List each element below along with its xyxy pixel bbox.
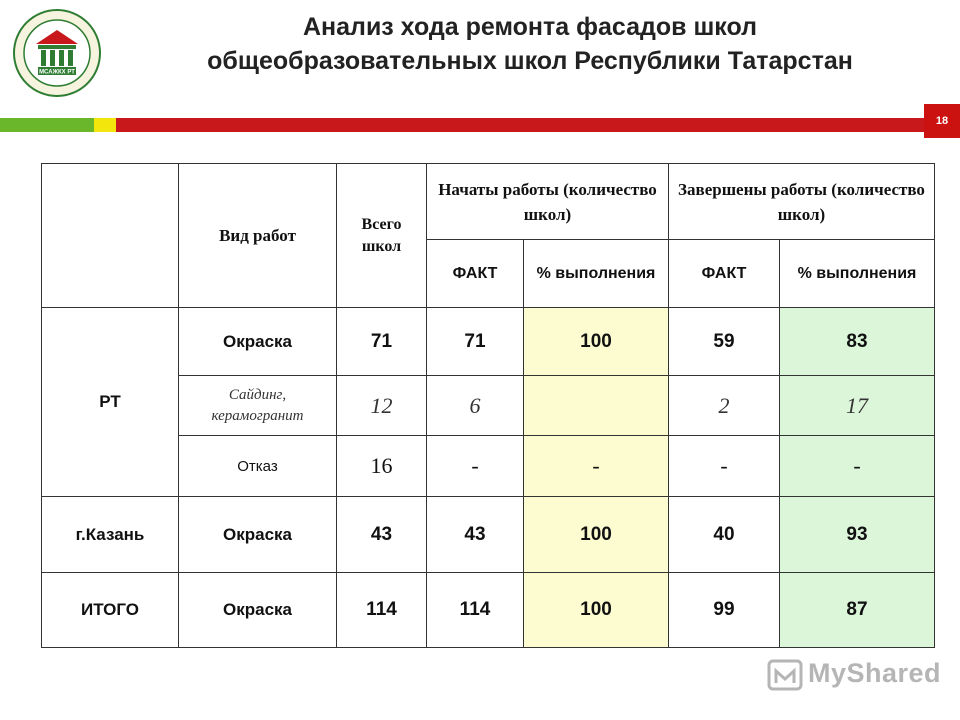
ministry-logo [12,8,102,98]
stripe-red [116,118,924,132]
work-type-cell: Окраска [179,573,337,648]
repair-table [41,163,935,648]
started-pct-cell: - [524,436,669,497]
table-row [42,308,935,376]
completed-fact-cell: 2 [669,376,780,436]
header-completed-pct: % выполнения [780,240,935,308]
completed-pct-cell: - [780,436,935,497]
header-started-fact: ФАКТ [427,240,524,308]
page-number: 18 [924,104,960,138]
completed-fact-cell: - [669,436,780,497]
completed-pct-cell: 93 [780,497,935,573]
header-started-pct: % выполнения [524,240,669,308]
region-cell: г.Казань [42,497,179,573]
started-fact-cell: 43 [427,497,524,573]
completed-fact-cell: 59 [669,308,780,376]
started-pct-cell: 100 [524,497,669,573]
stripe-green [0,118,94,132]
page-title [110,10,950,78]
table-row [42,573,935,648]
watermark-text: MyShared [808,658,942,688]
work-type-cell: Отказ [179,436,337,497]
region-cell: РТ [42,308,179,497]
completed-pct-cell: 83 [780,308,935,376]
started-fact-cell: 6 [427,376,524,436]
header-completed-fact: ФАКТ [669,240,780,308]
total-cell: 43 [337,497,427,573]
header-work-type: Вид работ [179,164,337,308]
logo-text: МСАЖКХ РТ [39,69,75,76]
started-pct-cell: 100 [524,573,669,648]
total-cell: 71 [337,308,427,376]
region-cell: ИТОГО [42,573,179,648]
work-type-cell: Сайдинг, керамогранит [179,376,337,436]
total-cell: 114 [337,573,427,648]
work-type-cell: Окраска [179,497,337,573]
header-completed: Завершены работы (количество школ) [669,164,935,240]
completed-pct-cell: 87 [780,573,935,648]
title-line-2: общеобразовательных школ Республики Татарстан [207,47,853,75]
header-total: Всего школ [337,164,427,308]
completed-fact-cell: 40 [669,497,780,573]
started-pct-cell: 100 [524,308,669,376]
work-type-cell: Окраска [179,308,337,376]
started-fact-cell: 71 [427,308,524,376]
started-fact-cell: 114 [427,573,524,648]
table-row [42,497,935,573]
empty-header-cell [42,164,179,308]
completed-pct-cell: 17 [780,376,935,436]
header-started: Начаты работы (количество школ) [427,164,669,240]
total-cell: 16 [337,436,427,497]
total-cell: 12 [337,376,427,436]
stripe-yellow [94,118,116,132]
started-fact-cell: - [427,436,524,497]
started-pct-cell [524,376,669,436]
title-line-1: Анализ хода ремонта фасадов школ [303,13,757,41]
completed-fact-cell: 99 [669,573,780,648]
